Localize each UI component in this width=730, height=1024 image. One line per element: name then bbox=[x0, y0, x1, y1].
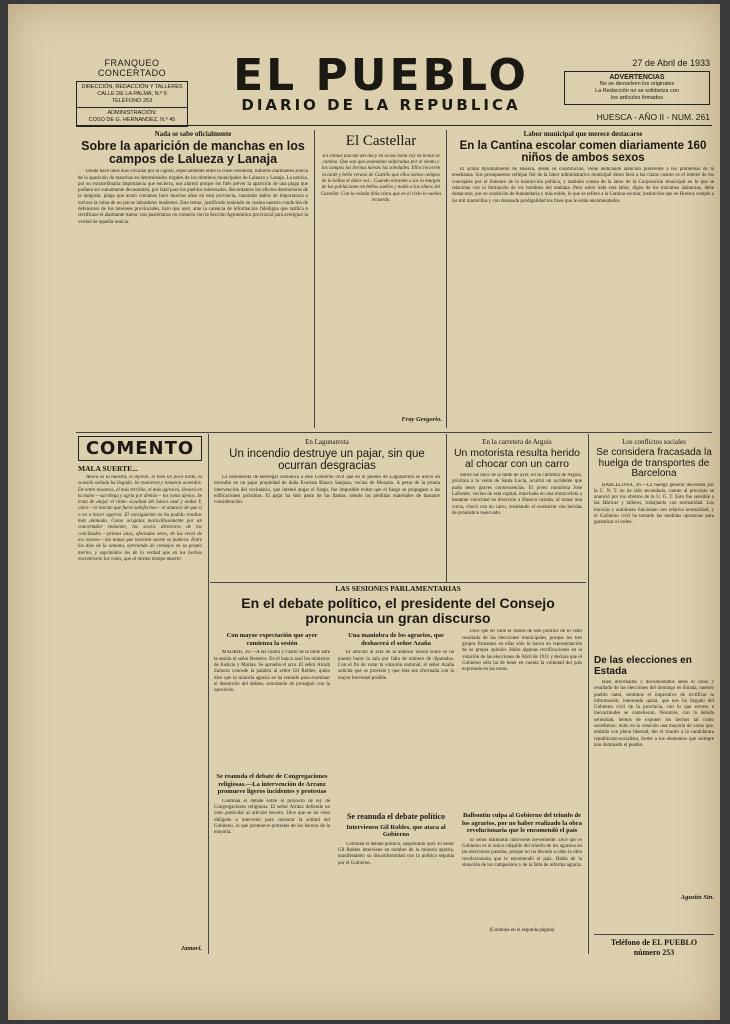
masthead-left bbox=[76, 58, 188, 127]
article-body bbox=[320, 154, 442, 416]
comento-signature: Jamavi. bbox=[180, 945, 202, 952]
article-text: Sobre las once de la tarde de ayer, en la carretera de Arguis, próxima a la venta de Santa Lucía, ocurrió un accidente que pudo tener graves consecuencias. El joven motorista José Lafuente, vecino de esta capital, marchaba en una motocicleta a bastante velocidad en dirección a Huesca cuando, al tomar una curva, chocó con un carro, resultando el conductor con heridas de pronóstico reservado. bbox=[452, 473, 582, 516]
comento-subtitle: MALA SUERTE... bbox=[78, 464, 138, 473]
article-elecciones bbox=[594, 656, 714, 901]
newspaper-title: EL PUEBLO bbox=[233, 50, 529, 101]
comento-title: COMENTO bbox=[78, 436, 202, 461]
address-line: TELÉFONO 253 bbox=[111, 98, 153, 104]
article-signature: Agustín Sin. bbox=[680, 894, 714, 901]
article-text: El señor Balbontín interviene brevemente. Dice que el Gobierno es el único culpable del triunfo de los agrarios en las elecciones pasadas, porque no ha llevado a cabo la obra revolucionaria que le encomendó el país. Habla de la situación de los campesinos y de la falta de reforma agraria. bbox=[462, 837, 582, 869]
article-text: Bien informados y documentados antes el curso y resultado de las elecciones del domingo en Estada, nuestro pueblo natal, sentimos el imperativo de rectificar la información, interesada quizá, que nos ha llegado del Gobierno civil de la provincia, con lo que errores e inexactitudes se cometieron. Nosotros, con la debida serenidad, hemos de exponer los hechos tal como sucedieron: hubo en la votación una mayoría de votos que, emitida con plena libertad, dio el triunfo a la candidatura republicano-socialista, frente a los elementos que siempre han dominado el pueblo. bbox=[594, 680, 714, 748]
article-body bbox=[462, 838, 582, 928]
article-text: Desde hace unos días circulan por la capital, especialmente entre la clase cerealista, rumores alarmantes acerca de la aparición de manchas en determinados trigales de los términos municipales de Lalueza y Lanaja. La noticia, por su extraordinaria importancia que encierra, nos alarmó porque los fués prever la aparición de una plaga que pudiera ser sumamente devastadora, por fatal para los pueblos interesados. Recordamos los efectos destructores de la langosta, plaga que azotó creíamos hace muchos años en esta provincia, causando daños de importancia e incluso la ruina de no pocos labradores modestos. Este temor, justificado teniendo en cuenta nuestra condición de defensores de los intereses provinciales, hizo que ayer, ante la carencia de información fidedigna que ratifica o rectificase el alarmante rumor, nos pusiéramos en contacto con la Sección Agronómica provincial para averiguar la verdad de aquella noticia. bbox=[78, 169, 308, 225]
article-subhead: Una maniobra de los agrarios, que deshacerá el señor Azaña bbox=[348, 632, 444, 647]
newspaper-logo bbox=[196, 50, 566, 114]
notice-line: los artículos firmados bbox=[611, 95, 663, 101]
article-body bbox=[452, 167, 714, 407]
article-kicker: Los conflictos sociales bbox=[622, 438, 686, 446]
column-divider bbox=[446, 434, 447, 582]
article-headline: Un motorista resulta herido al chocar con un carro bbox=[453, 447, 581, 471]
article-subhead: Se reanuda el debate de Congregaciones religiosas.—La intervención de Arranz promueve ligeros incidentes y protestas bbox=[216, 773, 328, 796]
comento-body bbox=[78, 475, 202, 945]
issue-number: HUESCA - AÑO II - NUM. 261 bbox=[596, 112, 710, 122]
admin-line: ADMINISTRACIÓN: bbox=[107, 110, 157, 116]
article-subhead: Se reanuda el debate político bbox=[346, 812, 446, 822]
article-text: MADRID, 26.—A las cuatro y cuarto de la tarde abre la sesión el señor Besteiro. En el banco azul los ministros de Justicia y Marina. Se aprueba el acta. El señor Alcalá Zamora concede la palabra al señor Gil Robles, quien dice que la minoría agraria se ha reunido para examinar el desarrollo del debate, acordando de proseguir con la oposición. bbox=[214, 650, 330, 694]
article-text: BARCELONA, 26.—La huelga general decretada por la C. N. T. no ha sido secundada, cuanto al principio se anunció por los obreros de la U. G. T. Esto fue sensible a las fábricas y talleres, trabajando con normalidad. Los tranvías y autobuses funcionan con relativa normalidad, y el Gobierno civil ha tomado las medidas oportunas para garantizar el orden. bbox=[594, 482, 714, 526]
continued-note: (Continúa en la segunda página) bbox=[489, 927, 555, 933]
article-signature: Fray Gregorio. bbox=[401, 415, 442, 423]
column-comento bbox=[78, 436, 202, 952]
parlamento-col-1 bbox=[214, 629, 330, 919]
phone-label: Teléfono de EL PUEBLO bbox=[610, 938, 698, 947]
article-body bbox=[594, 680, 714, 894]
address-line: DIRECCIÓN, REDACCIÓN Y TALLERES bbox=[81, 84, 183, 90]
article-text: El actual Ayuntamiento de Huesca, desde su constitución, viene dedicando atención preferente a los problemas de la enseñanza. Sus presupuestos reflejan fiel de la labor administrativa municipal dicen bien a las claras cuánto es el interés de los concejales por el fomento de la instrucción pública, y también consta de la labor de la Corporación municipal en lo que se relaciona con la formación de los hombres del mañana. Pero sobre toda esta labor, digna de los máximos alabanzas, debe destacarse, por su condición de humanitaria y más noble, lo que se refiere a la Cantina escolar, institución que en Huesca cumple a las mil maravillas y con desusada prodigalidad los fines que le están encomendados. bbox=[452, 167, 714, 204]
parlamento-col-3 bbox=[462, 629, 582, 933]
notice-line: La Redacción no se solidariza con bbox=[595, 88, 679, 94]
postage-notice: FRANQUEO CONCERTADO bbox=[97, 58, 167, 78]
address-box bbox=[76, 81, 188, 108]
article-text: El artículo al acta de la anterior sesión sobre se ha puesto hacer la sala por falta de número de diputados. Con el fin de votar la votación nominal, el señor Azaña solicita que se proceda y que ésta sea efectuada con la mayor brevedad posible. bbox=[338, 650, 454, 681]
notice-box bbox=[564, 71, 710, 105]
article-body bbox=[462, 629, 582, 809]
section-divider bbox=[76, 432, 712, 433]
column-divider bbox=[588, 434, 589, 954]
admin-line: COSO DE G. HERNANDEZ, N.º 45 bbox=[88, 117, 176, 123]
article-subhead: Intervienen Gil Robles, que ataca al Gobierno bbox=[346, 823, 446, 839]
article-body bbox=[452, 473, 582, 551]
article-castellar bbox=[320, 134, 442, 423]
article-manchas bbox=[78, 130, 308, 431]
parlamento-columns bbox=[214, 629, 582, 969]
phone-number: número 253 bbox=[633, 948, 675, 957]
article-kicker: LAS SESIONES PARLAMENTARIAS bbox=[335, 584, 461, 593]
article-text: Continúa el debate político, suspendido ayer. El señor Gil Robles interviene en nombre de la minoría agraria, manifestando su disconformidad con la política seguida por el Gobierno. bbox=[338, 841, 454, 866]
article-body bbox=[338, 842, 454, 922]
article-body bbox=[214, 650, 330, 770]
article-headline: El Castellar bbox=[345, 133, 417, 149]
article-headline: En el debate político, el presidente del Consejo pronuncia un gran discurso bbox=[241, 595, 555, 626]
article-text: En clímax placido del día y en ocaso bella voy en bellas el camino. Que son que asomaban salpicadas por el viento y los campos las tiernas mieses las soledades. Ellos recorren la tarde y bello verano de Castillo que ellos somos campos de la bellas el dulce sol... Cuando mirando a las la margen de las poblaciones en bellos sueños y nadie a los olmos del Castellar. Con la velada tibia clara que en el cielo le sueños recuerdo. bbox=[320, 153, 442, 203]
article-kicker: En Lagunarrota bbox=[305, 438, 349, 446]
article-body bbox=[214, 799, 330, 919]
article-arguis bbox=[452, 438, 582, 551]
parlamento-col-2 bbox=[338, 629, 454, 922]
comento-text: Ahora es la nuestra, el dijeron. Si bien un poco tarde, la ocasión soñada ha llegado. Se reunieron y tomaron acuerdos. De entre nosotros, el más terrible, el más agresivo, llevará en la mano —sacrílega y agria por demás— los votos ajenos. Se trata de atajar el ritmo «Lealtad del banco azul y ondas Y, claro —le hacían que fuera satisfechos— el anuncio de que sí o no a hacer agarrar. El consiguiente no ha podido resultar más animado. Como acogidas maravillosamente por un concertador eminente, los socios directores de los conciliados —primos unos, afectados otros, de las veces de los ocasos— las tomas que tuviesen suerte se pudiera. Entre los días de la semana, ejerciendo de consejos en su propio mérito, y suprimidos los de la verdad que en los hechos encontraron los votos, que al mismo tiempo muerte. bbox=[78, 475, 202, 562]
article-headline: En la Cantina escolar comen diariamente 160 niños de ambos sexos bbox=[459, 140, 707, 165]
article-headline: Sobre la aparición de manchas en los campos de Lalueza y Lanaja bbox=[81, 139, 305, 167]
newspaper-page bbox=[8, 4, 720, 1020]
address-line: CALLE DE LA PALMA, N.º 9 bbox=[97, 91, 167, 97]
article-subhead: Balbontín culpa al Gobierno del triunfo de los agrarios, por no haber realizado la obra revolucionaria que le encomendó el país bbox=[462, 812, 582, 835]
section-divider bbox=[210, 582, 586, 583]
masthead-right bbox=[564, 58, 710, 105]
phone-box bbox=[594, 934, 714, 958]
article-body bbox=[594, 483, 714, 643]
masthead-rule bbox=[76, 125, 712, 126]
issue-date: 27 de Abril de 1933 bbox=[632, 58, 710, 68]
column-divider bbox=[314, 130, 315, 428]
article-headline: Un incendio destruye un pajar, sin que ocurran desgracias bbox=[229, 448, 425, 473]
article-text: La benemérita de Berbegal comunica a este Gobierno civil que en el pueblo de Lagunarrota se inició un incendio en un pajar propiedad de doña Evarista Blasco Sanjuan, vecina de Monzón. A pesar de la pronta intervención del vecindario, que intentó atajar el fuego, fue imposible evitar que el fuego se propagase a las edificaciones próximas. El pajar ha sido pasto de las llamas, siendo las pérdidas materiales de bastante consideración. bbox=[214, 475, 440, 506]
article-parlamento bbox=[214, 584, 582, 969]
article-lagunarrota bbox=[214, 438, 440, 547]
article-text: Continúa el debate sobre el proyecto de ley de Congregaciones religiosas. El señor Arranz defiende un voto particular al artículo tercero. Dice que se ha visto obligado a intervenir para censurar la actitud del Gobierno, lo que promueve protestas de los bancos de la mayoría. bbox=[214, 798, 330, 836]
column-divider bbox=[208, 434, 209, 954]
notice-title: ADVERTENCIAS bbox=[609, 74, 665, 81]
article-body bbox=[214, 475, 440, 547]
notice-line: No se devuelven los originales bbox=[599, 81, 675, 87]
article-text: Dice que en vano el ilustre de este político de lo visto resultado de las elecciones municipales, porque los tres grupos firmantes en ellas sólo lo hacen en representación de su propia opinión. Hubo algunas rectificaciones en la votación de las elecciones de Abril de 1931 y declara que el Gobierno sólo ha de tener en cuenta la voluntad del país expresada en las urnas. bbox=[462, 629, 582, 673]
article-subhead: Con mayor expectación que ayer comienza la sesión bbox=[226, 632, 318, 647]
article-body bbox=[78, 169, 308, 431]
article-headline: De las elecciones en Estada bbox=[594, 655, 692, 677]
newspaper-subtitle: DIARIO DE LA REPUBLICA bbox=[241, 96, 521, 114]
article-kicker: Labor municipal que merece destacarse bbox=[523, 130, 643, 138]
article-cantina bbox=[452, 130, 714, 407]
column-divider bbox=[446, 130, 447, 428]
article-headline: Se considera fracasada la huelga de transportes de Barcelona bbox=[596, 447, 712, 479]
article-body bbox=[338, 650, 454, 810]
article-kicker: Nada se sabe oficialmente bbox=[154, 130, 232, 138]
article-kicker: En la carretera de Arguis bbox=[482, 438, 552, 446]
article-conflictos bbox=[594, 438, 714, 643]
